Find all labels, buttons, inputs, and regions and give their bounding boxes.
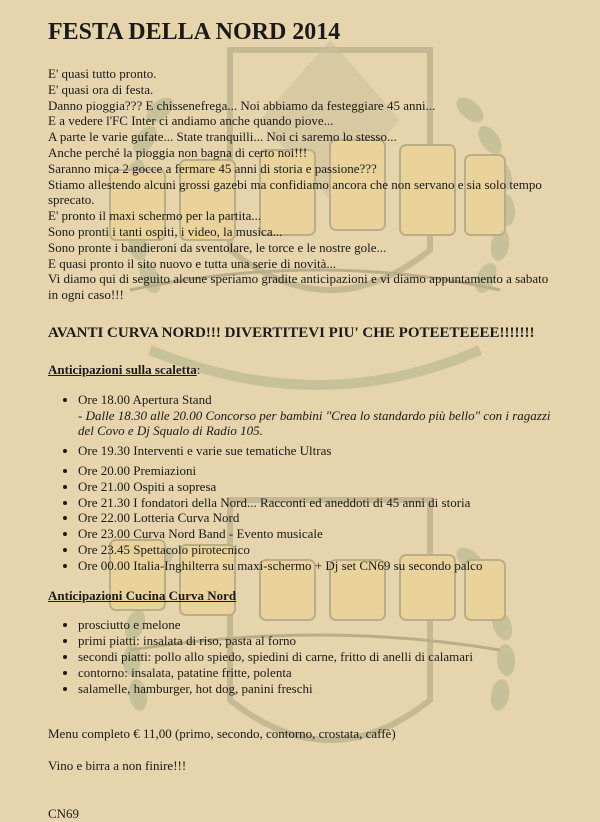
drinks-note: Vino e birra a non finire!!!	[48, 758, 187, 774]
intro-line: Saranno mica 2 gocce a fermare 45 anni di storia e passione???	[48, 160, 377, 176]
intro-line: Danno pioggia??? E chissenefrega... Noi abbiamo da festeggiare 45 anni...	[48, 97, 436, 113]
kitchen-title	[48, 588, 552, 604]
intro-line: E' quasi ora di festa.	[48, 81, 154, 97]
intro-line: Anche perché la pioggia non bagna di certo noi!!!	[48, 144, 308, 160]
schedule-item-subtext: - Dalle 18.30 alle 20.00 Concorso per bambini "Crea lo standardo più bello" con i ragazzi del Covo e Dj Squalo di Radio 105.	[78, 407, 551, 439]
list-item: • secondi piatti: pollo allo spiedo, spiedini di carne, fritto di anelli di calamari	[78, 649, 552, 665]
list-item: • prosciutto e melone	[78, 617, 552, 633]
list-item: • Ore 19.30 Interventi e varie sue tematiche Ultras	[78, 443, 552, 459]
list-item: • Ore 00.00 Italia-Inghilterra su maxi-schermo + Dj set CN69 su secondo palco	[78, 558, 552, 574]
page-title: FESTA DELLA NORD 2014	[48, 19, 341, 45]
intro-line: Stiamo allestendo alcuni grossi gazebi ma confidiamo ancora che non servano e sia solo tempo sprecato.	[48, 176, 542, 208]
menu-price: Menu completo € 11,00 (primo, secondo, contorno, crostata, caffè)	[48, 726, 396, 742]
intro-line: E quasi pronto il sito nuovo e tutta una serie di novità...	[48, 255, 337, 271]
slogan-heading: AVANTI CURVA NORD!!! DIVERTITEVI PIU' CHE POTEETEEEE!!!!!!!	[48, 324, 535, 341]
list-item: • Ore 23.45 Spettacolo pirotecnico	[78, 542, 552, 558]
schedule-title-text: Anticipazioni sulla scaletta	[48, 361, 197, 377]
schedule-title-suffix: :	[196, 361, 201, 377]
list-item: • contorno: insalata, patatine fritte, polenta	[78, 665, 552, 681]
signature: CN69	[48, 805, 80, 821]
intro-text	[48, 66, 552, 303]
intro-line: E a vedere l'FC Inter ci andiamo anche quando piove...	[48, 113, 334, 129]
list-item: • Ore 22.00 Lotteria Curva Nord	[78, 510, 552, 526]
list-item: • Ore 20.00 Premiazioni	[78, 463, 552, 479]
list-item	[78, 392, 552, 439]
list-item: • Ore 21.00 Ospiti a sopresa	[78, 479, 552, 495]
intro-line: E' pronto il maxi schermo per la partita...	[48, 208, 262, 224]
kitchen-list	[48, 617, 552, 696]
kitchen-title-text: Anticipazioni Cucina Curva Nord	[48, 587, 237, 603]
list-item: • Ore 21.30 I fondatori della Nord... Racconti ed aneddoti di 45 anni di storia	[78, 495, 552, 511]
list-item: • primi piatti: insalata di riso, pasta al forno	[78, 633, 552, 649]
schedule-item-text: Ore 18.00 Apertura Stand	[78, 391, 212, 407]
schedule-title	[48, 362, 552, 378]
intro-line: E' quasi tutto pronto.	[48, 66, 157, 81]
schedule-list	[48, 392, 552, 574]
list-item: • salamelle, hamburger, hot dog, panini freschi	[78, 681, 552, 697]
intro-line: A parte le varie gufate... State tranquilli... Noi ci saremo lo stesso...	[48, 129, 397, 145]
intro-line: Sono pronte i bandieroni da sventolare, le torce e le nostre gole...	[48, 239, 387, 255]
intro-line: Sono pronti i tanti ospiti, i video, la musica...	[48, 223, 283, 239]
list-item: • Ore 23.00 Curva Nord Band - Evento musicale	[78, 526, 552, 542]
intro-line: Vi diamo qui di seguito alcune speriamo gradite anticipazioni e vi diamo appuntamento a sabato in ogni caso!!!	[48, 271, 549, 303]
